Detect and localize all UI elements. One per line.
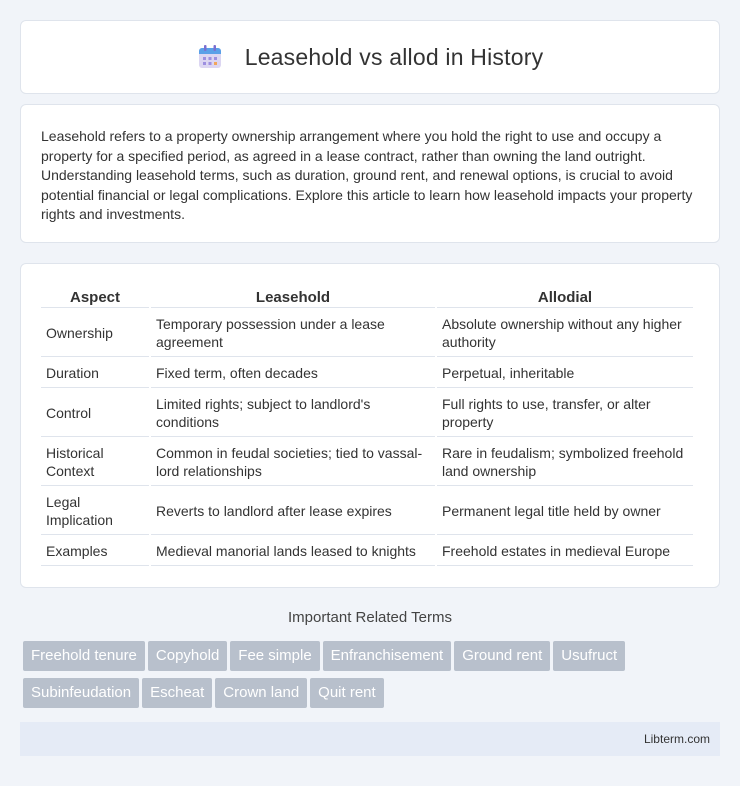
related-term-tag[interactable]: Subinfeudation [23,678,139,708]
table-cell: Ownership [41,310,149,357]
table-cell: Full rights to use, transfer, or alter property [437,390,693,437]
comparison-card [20,263,720,588]
table-row [41,537,693,566]
table-cell: Legal Implication [41,488,149,535]
column-header-leasehold: Leasehold [151,288,435,308]
table-cell: Limited rights; subject to landlord's conditions [151,390,435,437]
footer [20,722,720,756]
page-title: Leasehold vs allod in History [244,43,544,70]
table-row [41,439,693,486]
table-cell: Permanent legal title held by owner [437,488,693,535]
comparison-table [39,286,695,568]
table-cell: Perpetual, inheritable [437,359,693,388]
table-cell: Reverts to landlord after lease expires [151,488,435,535]
related-term-tag[interactable]: Ground rent [454,641,550,671]
table-cell: Rare in feudalism; symbolized freehold land ownership [437,439,693,486]
intro-text: Leasehold refers to a property ownership arrangement where you hold the right to use and occupy a property for a specified period, as agreed in a lease contract, rather than owning the land outright. Understanding leasehold terms, such as duration, ground rent, and renewal options, is crucial to avoid potential financial or legal complications. Explore this article to learn how leasehold impacts your property rights and investments. [41,128,693,223]
table-row [41,359,693,388]
table-cell: Freehold estates in medieval Europe [437,537,693,566]
related-term-tag[interactable]: Usufruct [553,641,625,671]
table-cell: Fixed term, often decades [151,359,435,388]
table-cell: Temporary possession under a lease agreement [151,310,435,357]
related-term-tag[interactable]: Fee simple [230,641,319,671]
table-cell: Historical Context [41,439,149,486]
table-cell: Common in feudal societies; tied to vassal-lord relationships [151,439,435,486]
column-header-allodial: Allodial [437,288,693,308]
calendar-icon [197,44,223,70]
related-term-tag[interactable]: Quit rent [310,678,384,708]
table-cell: Absolute ownership without any higher authority [437,310,693,357]
table-row [41,310,693,357]
column-header-aspect: Aspect [41,288,149,308]
table-cell: Medieval manorial lands leased to knights [151,537,435,566]
related-term-tag[interactable]: Enfranchisement [323,641,452,671]
table-cell: Duration [41,359,149,388]
related-terms-title: Important Related Terms [288,609,452,626]
header-card [20,20,720,94]
table-header-row [41,288,693,308]
related-term-tag[interactable]: Copyhold [148,641,227,671]
table-cell: Control [41,390,149,437]
related-term-tag[interactable]: Freehold tenure [23,641,145,671]
footer-site-link[interactable]: Libterm.com [643,732,710,746]
intro-card [20,104,720,243]
table-row [41,488,693,535]
table-cell: Examples [41,537,149,566]
related-terms-list [23,641,713,715]
related-term-tag[interactable]: Escheat [142,678,212,708]
related-term-tag[interactable]: Crown land [215,678,307,708]
table-row [41,390,693,437]
